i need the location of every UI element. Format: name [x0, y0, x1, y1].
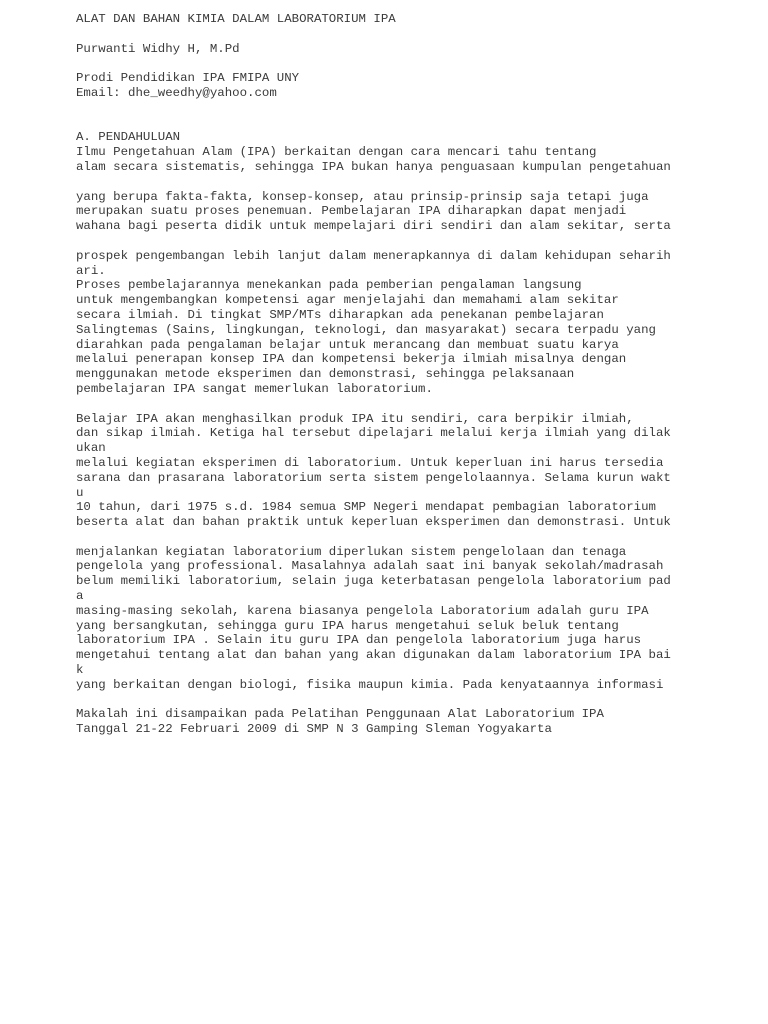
document-body [76, 145, 756, 737]
body-text-line: belum memiliki laboratorium, selain juga keterbatasan pengelola laboratorium pad [76, 574, 671, 589]
author-email: Email: dhe_weedhy@yahoo.com [76, 85, 277, 100]
body-text-line: prospek pengembangan lebih lanjut dalam menerapkannya di dalam kehidupan seharih [76, 248, 671, 263]
body-text-line: diarahkan pada pengalaman belajar untuk merancang dan membuat suatu karya [76, 337, 619, 352]
body-text-line: yang berupa fakta-fakta, konsep-konsep, atau prinsip-prinsip saja tetapi juga [76, 189, 649, 204]
document-title: ALAT DAN BAHAN KIMIA DALAM LABORATORIUM IPA [76, 12, 396, 26]
blank-line [76, 530, 756, 545]
body-text-line: beserta alat dan bahan praktik untuk keperluan eksperimen dan demonstrasi. Untuk [76, 515, 671, 530]
body-text-line: Salingtemas (Sains, lingkungan, teknologi, dan masyarakat) secara terpadu yang [76, 322, 656, 337]
body-text-line: u [76, 485, 84, 500]
body-text-line: merupakan suatu proses penemuan. Pembelajaran IPA diharapkan dapat menjadi [76, 204, 627, 219]
author-name: Purwanti Widhy H, M.Pd [76, 41, 240, 56]
body-text-line: Makalah ini disampaikan pada Pelatihan Penggunaan Alat Laboratorium IPA [76, 707, 604, 722]
blank-line [76, 116, 756, 131]
author-affiliation: Prodi Pendidikan IPA FMIPA UNY [76, 71, 300, 86]
blank-line [76, 175, 756, 190]
body-text-line: wahana bagi peserta didik untuk mempelajari diri sendiri dan alam sekitar, serta [76, 219, 671, 234]
body-text-line: ukan [76, 441, 106, 456]
body-text-line: untuk mengembangkan kompetensi agar menjelajahi dan memahami alam sekitar [76, 293, 619, 308]
body-text-line: k [76, 663, 84, 678]
body-text-line: masing-masing sekolah, karena biasanya pengelola Laboratorium adalah guru IPA [76, 603, 649, 618]
blank-line [76, 397, 756, 412]
body-text-line: melalui penerapan konsep IPA dan kompetensi bekerja ilmiah misalnya dengan [76, 352, 627, 367]
body-text-line: laboratorium IPA . Selain itu guru IPA dan pengelola laboratorium juga harus [76, 633, 642, 648]
body-text-line: menjalankan kegiatan laboratorium diperlukan sistem pengelolaan dan tenaga [76, 544, 627, 559]
body-text-line: Tanggal 21-22 Februari 2009 di SMP N 3 Gamping Sleman Yogyakarta [76, 722, 552, 737]
blank-line [76, 234, 756, 249]
body-text-line: alam secara sistematis, sehingga IPA bukan hanya penguasaan kumpulan pengetahuan [76, 159, 671, 174]
body-text-line: ari. [76, 263, 106, 278]
body-text-line: pengelola yang professional. Masalahnya adalah saat ini banyak sekolah/madrasah [76, 559, 664, 574]
blank-line [76, 27, 756, 42]
blank-line [76, 56, 756, 71]
body-text-line: Belajar IPA akan menghasilkan produk IPA itu sendiri, cara berpikir ilmiah, [76, 411, 634, 426]
body-text-line: a [76, 589, 84, 604]
body-text-line: yang bersangkutan, sehingga guru IPA harus mengetahui seluk beluk tentang [76, 618, 619, 633]
body-text-line: Proses pembelajarannya menekankan pada pemberian pengalaman langsung [76, 278, 582, 293]
body-text-line: 10 tahun, dari 1975 s.d. 1984 semua SMP Negeri mendapat pembagian laboratorium [76, 500, 656, 515]
document-page [76, 12, 756, 737]
body-text-line: melalui kegiatan eksperimen di laboratorium. Untuk keperluan ini harus tersedia [76, 455, 664, 470]
body-text-line: yang berkaitan dengan biologi, fisika maupun kimia. Pada kenyataannya informasi [76, 677, 664, 692]
body-text-line: sarana dan prasarana laboratorium serta sistem pengelolaannya. Selama kurun wakt [76, 470, 671, 485]
body-text-line: Ilmu Pengetahuan Alam (IPA) berkaitan dengan cara mencari tahu tentang [76, 145, 597, 160]
blank-line [76, 693, 756, 708]
body-text-line: dan sikap ilmiah. Ketiga hal tersebut dipelajari melalui kerja ilmiah yang dilak [76, 426, 671, 441]
blank-line [76, 101, 756, 116]
body-text-line: mengetahui tentang alat dan bahan yang akan digunakan dalam laboratorium IPA bai [76, 648, 671, 663]
section-heading: A. PENDAHULUAN [76, 130, 181, 145]
body-text-line: secara ilmiah. Di tingkat SMP/MTs diharapkan ada penekanan pembelajaran [76, 307, 604, 322]
body-text-line: menggunakan metode eksperimen dan demonstrasi, sehingga pelaksanaan [76, 367, 575, 382]
body-text-line: pembelajaran IPA sangat memerlukan laboratorium. [76, 381, 433, 396]
